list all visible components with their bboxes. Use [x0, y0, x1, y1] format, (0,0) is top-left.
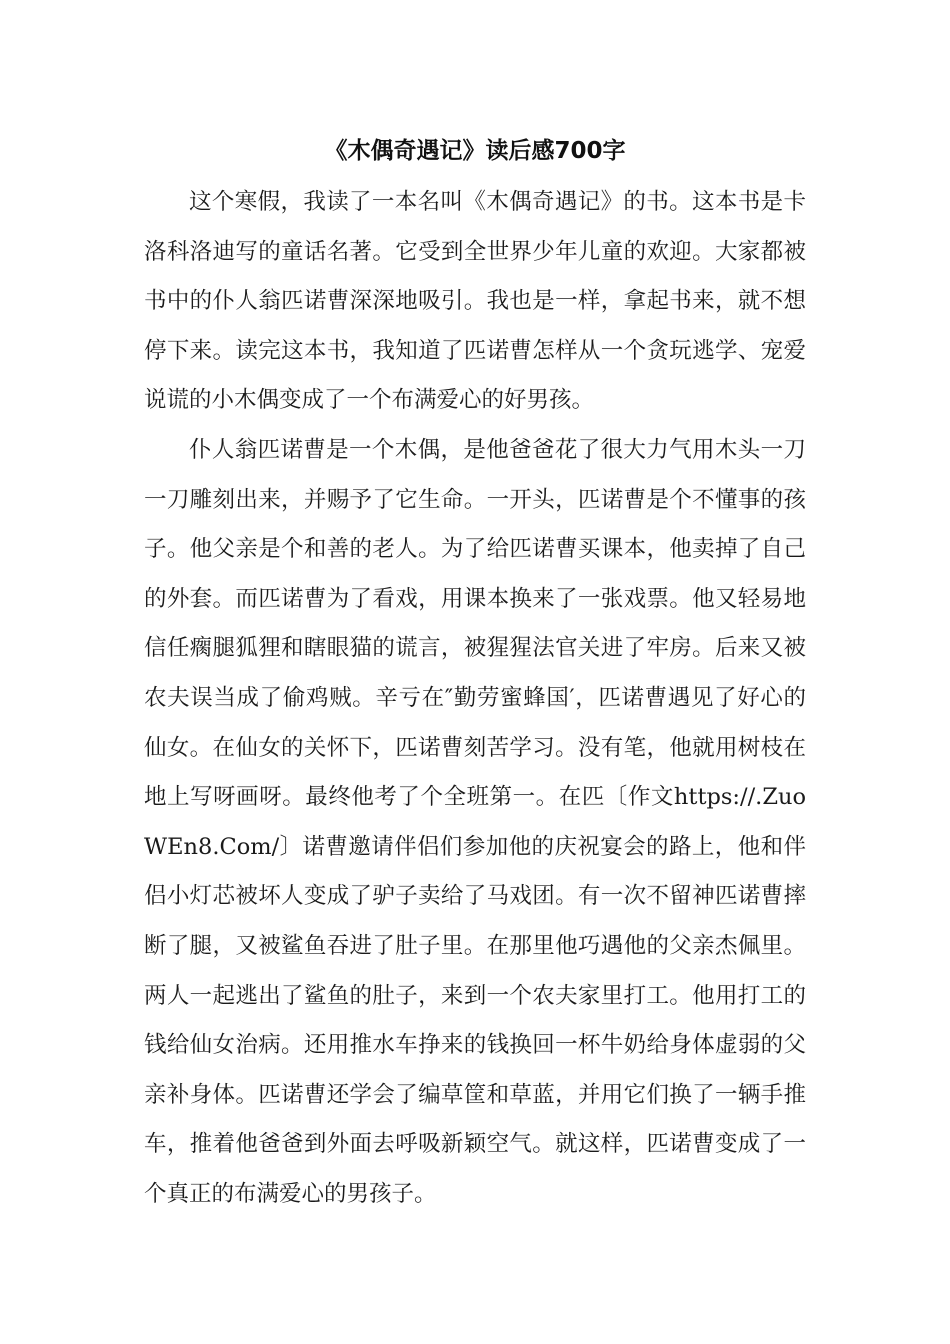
paragraph: 这个寒假，我读了一本名叫《木偶奇遇记》的书。这本书是卡洛科洛迪写的童话名著。它受到全世界少年儿童的欢迎。大家都被书中的仆人翁匹诺曹深深地吸引。我也是一样，拿起书来，就不想停下来。读完这本书，我知道了匹诺曹怎样从一个贪玩逃学、宠爱说谎的小木偶变成了一个布满爱心的好男孩。 — [144, 189, 806, 414]
document-title: 《木偶奇遇记》读后感700字 — [324, 138, 626, 164]
paragraph: 仆人翁匹诺曹是一个木偶，是他爸爸花了很大力气用木头一刀一刀雕刻出来，并赐予了它生命。一开头，匹诺曹是个不懂事的孩子。他父亲是个和善的老人。为了给匹诺曹买课本，他卖掉了自己的外套。而匹诺曹为了看戏，用课本换来了一张戏票。他又轻易地信任瘸腿狐狸和瞎眼猫的谎言，被猩猩法官关进了牢房。后来又被农夫误当成了偷鸡贼。辛亏在″勤劳蜜蜂国′，匹诺曹遇见了好心的仙女。在仙女的关怀下，匹诺曹刻苦学习。没有笔，他就用树枝在地上写呀画呀。最终他考了个全班第一。在匹〔作文https://.ZuoWEn8.Com/〕诺曹邀请伴侣们参加他的庆祝宴会的路上，他和伴侣小灯芯被坏人变成了驴子卖给了马戏团。有一次不留神匹诺曹摔断了腿，又被鲨鱼吞进了肚子里。在那里他巧遇他的父亲杰佩里。两人一起逃出了鲨鱼的肚子，来到一个农夫家里打工。他用打工的钱给仙女治病。还用推水车挣来的钱换回一杯牛奶给身体虚弱的父亲补身体。匹诺曹还学会了编草筐和草蓝，并用它们换了一辆手推车，推着他爸爸到外面去呼吸新颖空气。就这样，匹诺曹变成了一个真正的布满爱心的男孩子。 — [144, 436, 806, 1207]
document-body — [144, 178, 806, 1219]
